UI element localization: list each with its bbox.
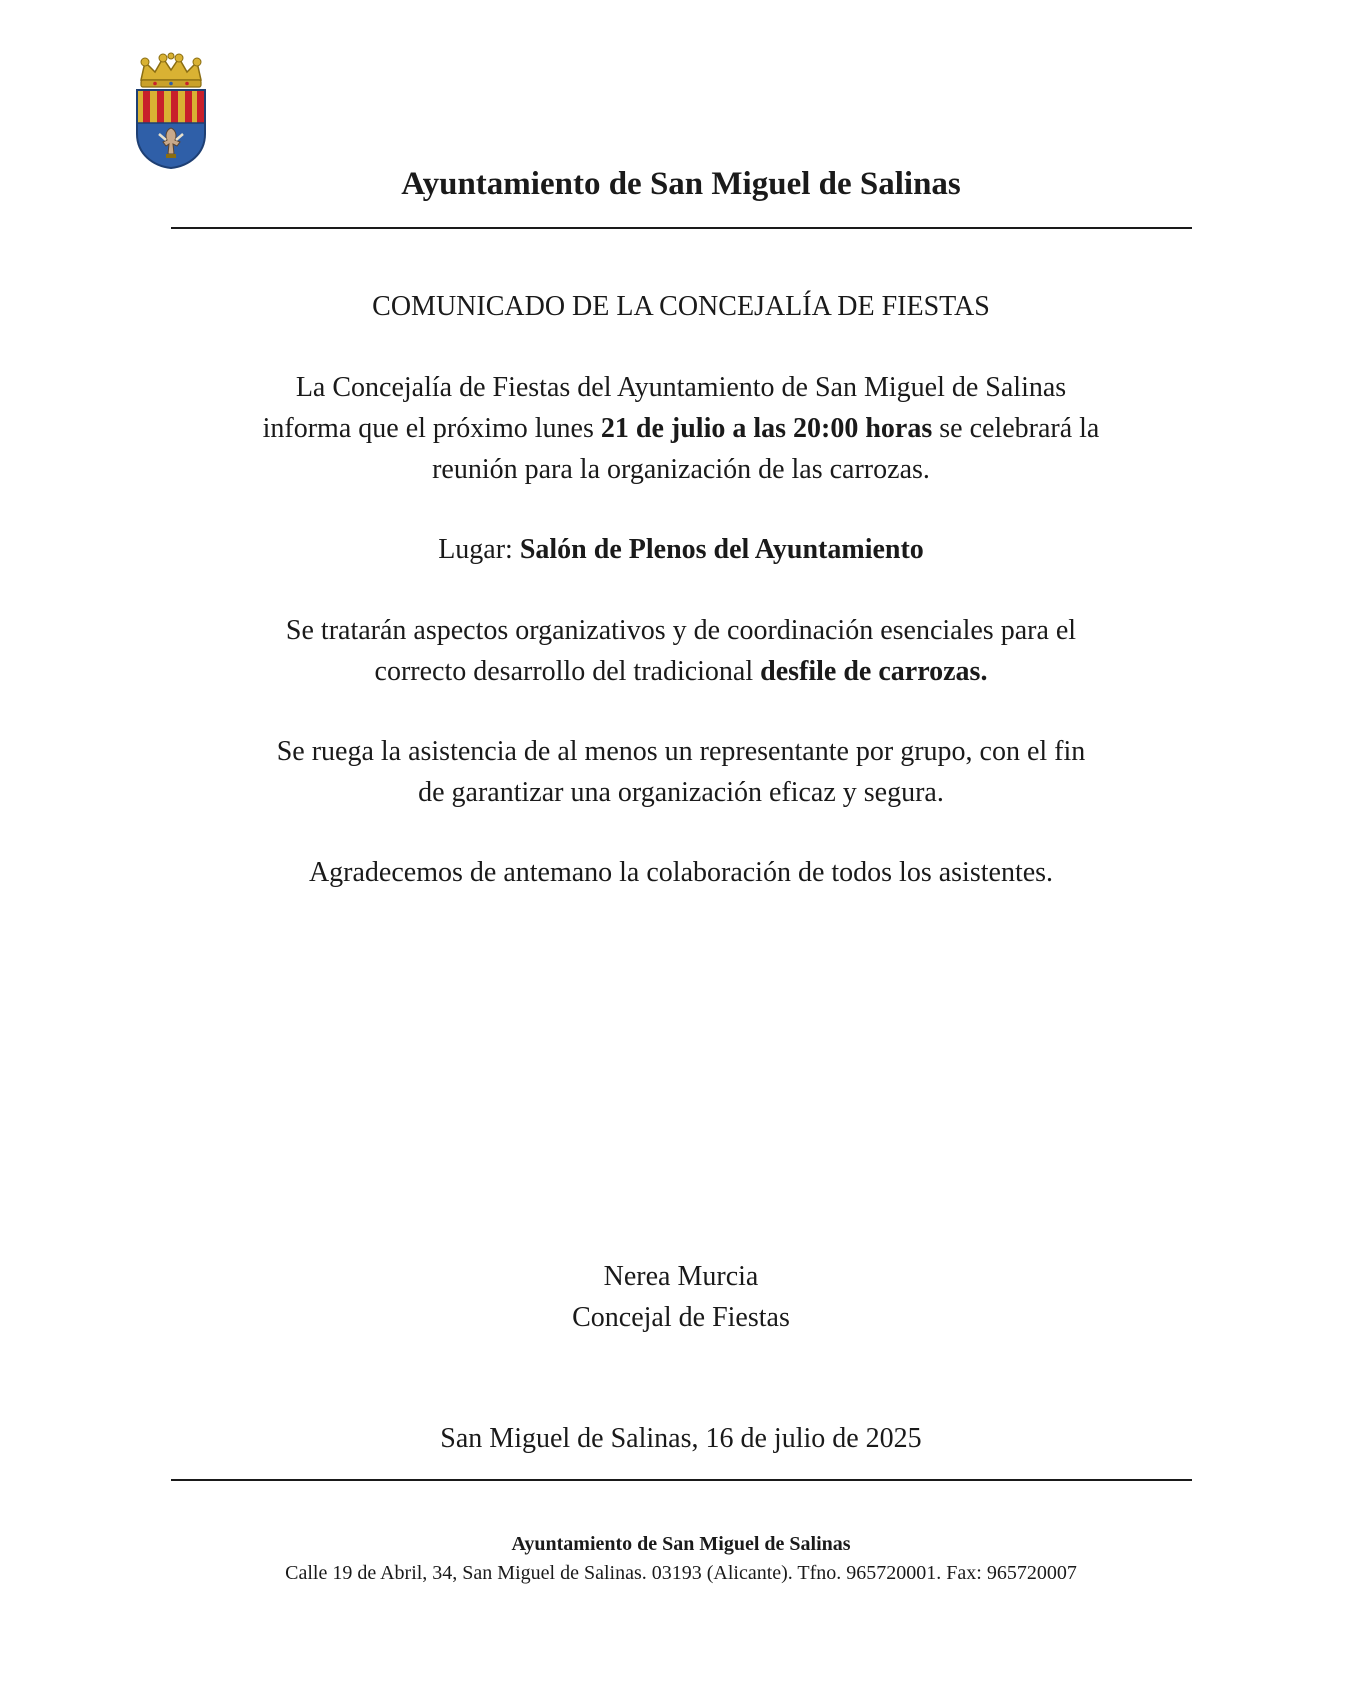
place-value: Salón de Plenos del Ayuntamiento (519, 534, 924, 565)
paragraph-attendance (0, 731, 1350, 813)
text-segment: informa que el próximo lunes (262, 413, 601, 444)
paragraph-line: Agradecemos de antemano la colaboración de todos los asistentes. (308, 857, 1054, 888)
paragraph-topics (0, 610, 1350, 692)
paragraph-line: La Concejalía de Fiestas del Ayuntamiento de San Miguel de Salinas (295, 372, 1067, 403)
place-label: Lugar: (438, 534, 520, 565)
signature-block (0, 1256, 1350, 1338)
paragraph-meeting-info (0, 367, 1350, 490)
signature-name: Nerea Murcia (603, 1261, 759, 1292)
paragraph-line (0, 529, 1350, 570)
paragraph-thanks (0, 852, 1350, 893)
text-segment: se celebrará la (932, 413, 1100, 444)
footer-divider (171, 1479, 1192, 1481)
paragraph-line (0, 651, 1350, 692)
paragraph-line: reunión para la organización de las carrozas. (432, 454, 930, 485)
paragraph-line: Se ruega la asistencia de al menos un representante por grupo, con el fin (276, 736, 1086, 767)
coat-of-arms-logo (133, 50, 209, 170)
document-heading (0, 286, 1350, 327)
footer-organization: Ayuntamiento de San Miguel de Salinas (511, 1533, 851, 1555)
date-line (0, 1418, 1350, 1459)
shield-icon (137, 90, 205, 168)
page-title: Ayuntamiento de San Miguel de Salinas (401, 166, 961, 202)
header-divider (171, 227, 1192, 229)
parade-highlight: desfile de carrozas. (760, 656, 988, 687)
date-text: San Miguel de Salinas, 16 de julio de 2025 (440, 1423, 922, 1454)
footer-address: Calle 19 de Abril, 34, San Miguel de Salinas. 03193 (Alicante). Tfno. 965720001. Fax: 965720007 (285, 1562, 1077, 1584)
text-segment: correcto desarrollo del tradicional (374, 656, 761, 687)
paragraph-line: de garantizar una organización eficaz y segura. (418, 777, 944, 808)
meeting-date-time: 21 de julio a las 20:00 horas (600, 413, 933, 444)
paragraph-line (0, 408, 1350, 449)
paragraph-line: Se tratarán aspectos organizativos y de coordinación esenciales para el (285, 615, 1077, 646)
paragraph-place (0, 529, 1350, 570)
signature-role: Concejal de Fiestas (572, 1302, 790, 1333)
crown-icon (141, 53, 201, 87)
heading-text: COMUNICADO DE LA CONCEJALÍA DE FIESTAS (372, 291, 990, 322)
